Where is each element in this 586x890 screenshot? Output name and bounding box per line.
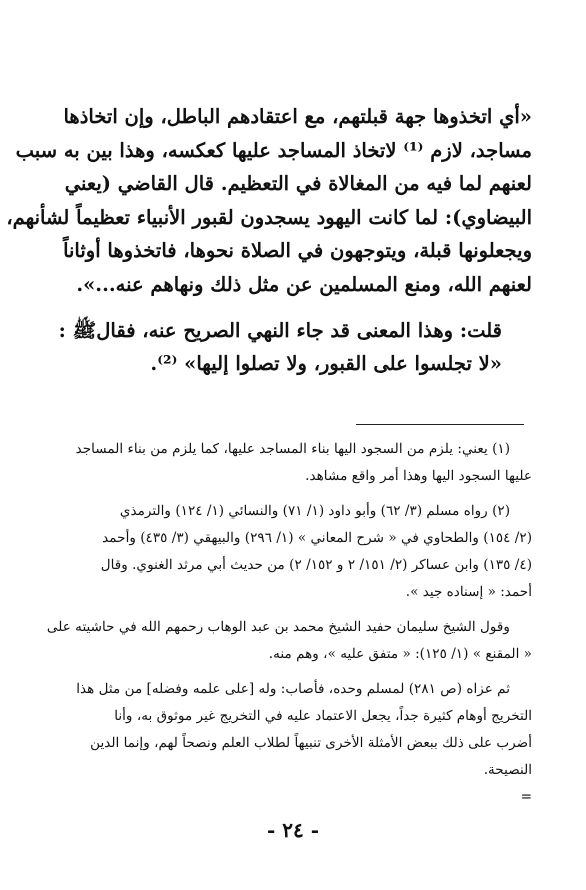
main-line: لعنهم الله، ومنع المسلمين عن مثل ذلك ونهاهم عنه...». [76,272,532,296]
quote-paragraph [58,314,532,381]
quote-line: «لا تجلسوا على القبور، ولا تصلوا إليها» ⁽²⁾. [150,352,502,376]
footnote-line: (٢/ ١٥٤) والطحاوي في « شرح المعاني » (١/ ٢٩٦) والبيهقي (٣/ ٤٣٥) وأحمد [102,530,532,546]
footnote-line: (٤/ ١٣٥) وابن عساكر (٢/ ١٥١/ ٢ و ١٥٢/ ٢) من حديث أبي مرثد الغنوي. وقال [100,557,532,573]
footnote-line: (٢) رواه مسلم (٣/ ٦٢) وأبو داود (١/ ٧١) والنسائي (١/ ١٢٤) والترمذي [119,503,510,519]
footnote-line: النصيحة. [483,762,532,778]
footnotes [46,436,532,819]
footnote-1 [54,436,532,490]
footnote-2 [54,498,532,606]
main-line: لعنهم لما فيه من المغالاة في التعظيم. قال القاضي (يعني [64,172,532,196]
footnote-line: أحمد: « إسناده جيد ». [405,584,532,600]
paragraph-gap [62,302,532,314]
main-line: مساجد، لازم ⁽¹⁾ لاتخاذ المساجد عليها كعكسه، وهذا بين به سبب [15,138,532,162]
footnote-continuation-mark: = [520,789,532,805]
main-line: البيضاوي): لما كانت اليهود يسجدون لقبور الأنبياء تعظيماً لشأنهم، [6,205,532,229]
main-text [6,100,532,381]
footnote-line: ثم عزاه (ص ٢٨١) لمسلم وحده، فأصاب: وله [على علمه وفضله] من مثل هذا [76,681,510,697]
footnote-3 [46,614,532,668]
quote-line: قلت: وهذا المعنى قد جاء النهي الصريح عنه، فقالﷺ : [58,318,502,342]
footnote-separator [356,424,524,425]
main-line: «أي اتخذوها جهة قبلتهم، مع اعتقادهم الباطل، وإن اتخاذها [63,105,532,128]
main-line: ويجعلونها قبلة، ويتوجهون في الصلاة نحوها، فاتخذوها أوثاناً [63,239,532,263]
page-number: - ٢٤ - [266,818,319,842]
footnote-4 [54,676,532,811]
footnote-line: التخريج أوهام كثيرة جداً، يجعل الاعتماد عليه في التخريج غير موثوق به، وأنا [114,708,532,724]
footnote-line: وقول الشيخ سليمان حفيد الشيخ محمد بن عبد الوهاب رحمهم الله في حاشيته على [46,619,510,635]
footnote-line: أضرب على ذلك ببعض الأمثلة الأخرى تنبيهاً لطلاب العلم ونصحاً لهم، وإنما الدين [90,735,532,751]
footnote-line: عليها السجود اليها وهذا أمر واقع مشاهد. [305,468,532,484]
footnote-line: « المقنع » (١/ ١٢٥): « متفق عليه »، وهم منه. [268,646,532,662]
main-paragraph [6,100,532,302]
footnote-line: (١) يعني: يلزم من السجود اليها بناء المساجد عليها، كما يلزم من بناء المساجد [75,441,510,457]
